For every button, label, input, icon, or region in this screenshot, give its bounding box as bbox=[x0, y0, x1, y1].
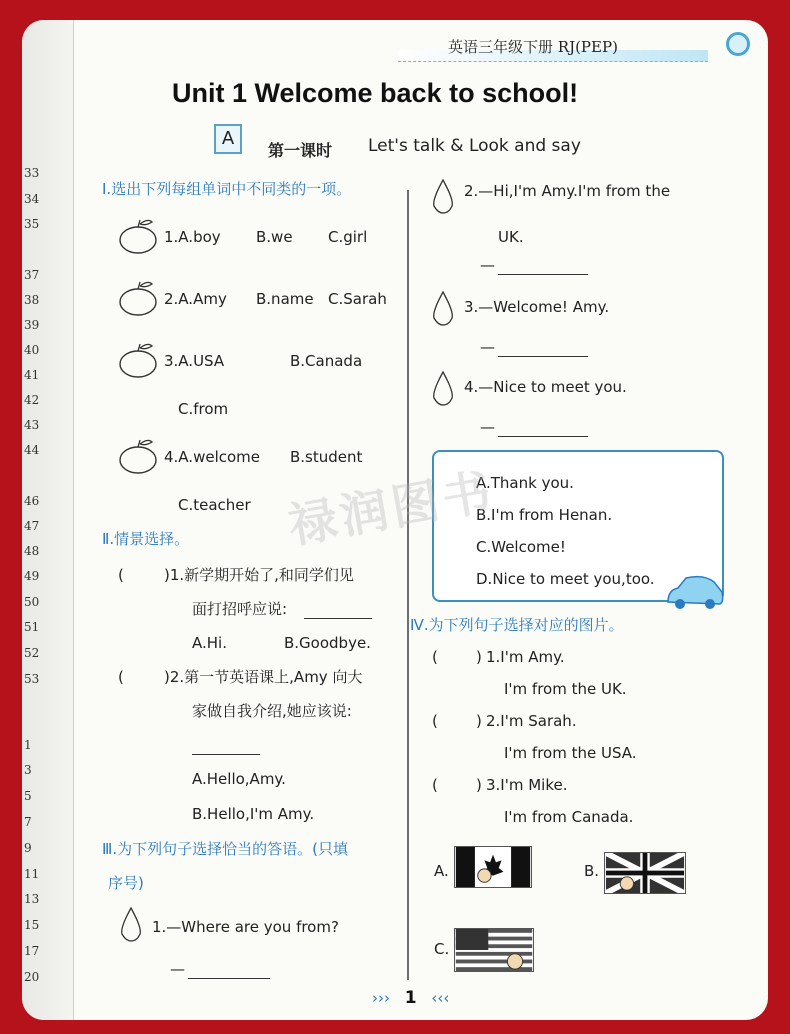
header-subject: 英语三年级下册 RJ(PEP) bbox=[448, 38, 618, 56]
s3-q1-text: 1.—Where are you from? bbox=[152, 918, 339, 936]
gutter-number: 34 bbox=[24, 192, 40, 206]
gutter-index bbox=[22, 20, 74, 1020]
answer-blank[interactable] bbox=[498, 436, 588, 437]
q1-option-a: 1.A.boy bbox=[164, 228, 221, 246]
gutter-number: 3 bbox=[24, 763, 32, 777]
gutter-number: 38 bbox=[24, 293, 40, 307]
q3-option-c: C.from bbox=[178, 400, 229, 418]
picture-a-label: A. bbox=[434, 862, 449, 880]
gutter-number: 43 bbox=[24, 418, 40, 432]
answer-paren: ( bbox=[118, 668, 124, 686]
s2-q1-line2: 面打招呼应说: bbox=[192, 600, 288, 618]
drop-icon bbox=[118, 906, 144, 942]
s2-q2-text: )2.第一节英语课上,Amy 向大 bbox=[164, 668, 363, 686]
answer-blank[interactable] bbox=[304, 618, 372, 619]
gutter-number: 50 bbox=[24, 595, 40, 609]
car-icon bbox=[664, 572, 726, 612]
q2-option-b: B.name bbox=[256, 290, 314, 308]
s2-q2-option-b: B.Hello,I'm Amy. bbox=[192, 805, 315, 823]
s2-q1-text: )1.新学期开始了,和同学们见 bbox=[164, 566, 354, 584]
s4-q1-text: 1.I'm Amy. bbox=[486, 648, 565, 666]
gutter-number: 9 bbox=[24, 841, 32, 855]
s3-q1-dash: — bbox=[170, 960, 185, 978]
gutter-number: 48 bbox=[24, 544, 40, 558]
option-d: D.Nice to meet you,too. bbox=[476, 570, 655, 588]
footer-left-arrows: ››› bbox=[372, 989, 390, 1007]
apple-icon bbox=[118, 218, 158, 254]
gutter-number: 47 bbox=[24, 519, 40, 533]
gutter-number: 11 bbox=[24, 867, 40, 881]
answer-paren: ( bbox=[432, 712, 438, 730]
gutter-number: 39 bbox=[24, 318, 40, 332]
q2-option-c: C.Sarah bbox=[328, 290, 387, 308]
picture-c-label: C. bbox=[434, 940, 450, 958]
q2-option-a: 2.A.Amy bbox=[164, 290, 227, 308]
gutter-number: 52 bbox=[24, 646, 40, 660]
gutter-number: 49 bbox=[24, 569, 40, 583]
s4-q2-text: 2.I'm Sarah. bbox=[486, 712, 577, 730]
section1-heading: Ⅰ.选出下列每组单词中不同类的一项。 bbox=[102, 180, 352, 198]
option-a: A.Thank you. bbox=[476, 474, 574, 492]
uk-flag-picture bbox=[604, 852, 686, 894]
answer-paren: ( bbox=[432, 776, 438, 794]
section3-heading: Ⅲ.为下列句子选择恰当的答语。(只填 bbox=[102, 840, 348, 858]
page-header bbox=[398, 36, 728, 62]
magnifier-icon bbox=[726, 32, 750, 56]
s3-q2-cont: UK. bbox=[498, 228, 524, 246]
gutter-number: 7 bbox=[24, 815, 32, 829]
page-number: 1 bbox=[404, 988, 417, 1008]
apple-icon bbox=[118, 438, 158, 474]
unit-title: Unit 1 Welcome back to school! bbox=[172, 78, 579, 108]
s3-q4-dash: — bbox=[480, 418, 495, 436]
canada-flag-picture bbox=[454, 846, 532, 888]
footer-right-arrows: ‹‹‹ bbox=[431, 989, 450, 1007]
s4-q2-close: ) bbox=[476, 712, 482, 730]
q3-option-a: 3.A.USA bbox=[164, 352, 225, 370]
s3-q2-text: 2.—Hi,I'm Amy.I'm from the bbox=[464, 182, 671, 200]
gutter-number: 46 bbox=[24, 494, 40, 508]
watermark: 禄润图书 bbox=[284, 463, 500, 555]
s3-q4-text: 4.—Nice to meet you. bbox=[464, 378, 627, 396]
q3-option-b: B.Canada bbox=[290, 352, 363, 370]
lesson-part-label: A bbox=[214, 124, 242, 154]
s3-q3-dash: — bbox=[480, 338, 495, 356]
gutter-number: 33 bbox=[24, 166, 40, 180]
picture-b-label: B. bbox=[584, 862, 600, 880]
lesson-number: 第一课时 bbox=[268, 141, 333, 160]
q1-option-c: C.girl bbox=[328, 228, 368, 246]
q4-option-c: C.teacher bbox=[178, 496, 251, 514]
q4-option-b: B.student bbox=[290, 448, 363, 466]
answer-paren: ( bbox=[432, 648, 438, 666]
option-b: B.I'm from Henan. bbox=[476, 506, 613, 524]
s4-q3-text: 3.I'm Mike. bbox=[486, 776, 568, 794]
s4-q1-cont: I'm from the UK. bbox=[504, 680, 627, 698]
column-divider bbox=[407, 190, 409, 980]
gutter-number: 40 bbox=[24, 343, 40, 357]
answer-blank[interactable] bbox=[192, 754, 260, 755]
apple-icon bbox=[118, 342, 158, 378]
answer-blank[interactable] bbox=[188, 978, 270, 979]
s4-q3-close: ) bbox=[476, 776, 482, 794]
gutter-number: 5 bbox=[24, 789, 32, 803]
s2-q2-option-a: A.Hello,Amy. bbox=[192, 770, 286, 788]
s4-q1-close: ) bbox=[476, 648, 482, 666]
gutter-number: 20 bbox=[24, 970, 40, 984]
gutter-number: 1 bbox=[24, 738, 32, 752]
gutter-number: 42 bbox=[24, 393, 40, 407]
gutter-number: 51 bbox=[24, 620, 40, 634]
page-footer bbox=[372, 988, 449, 1008]
drop-icon bbox=[430, 290, 456, 326]
answer-paren: ( bbox=[118, 566, 124, 584]
section3-heading-cont: 序号) bbox=[108, 874, 144, 892]
usa-flag-picture bbox=[454, 928, 534, 972]
gutter-number: 53 bbox=[24, 672, 40, 686]
gutter-number: 35 bbox=[24, 217, 40, 231]
gutter-number: 17 bbox=[24, 944, 40, 958]
answer-blank[interactable] bbox=[498, 274, 588, 275]
s2-q2-line2: 家做自我介绍,她应该说: bbox=[192, 702, 352, 720]
s4-q2-cont: I'm from the USA. bbox=[504, 744, 637, 762]
drop-icon bbox=[430, 178, 456, 214]
option-c: C.Welcome! bbox=[476, 538, 566, 556]
apple-icon bbox=[118, 280, 158, 316]
gutter-number: 41 bbox=[24, 368, 40, 382]
q1-option-b: B.we bbox=[256, 228, 293, 246]
s3-q2-dash: — bbox=[480, 256, 495, 274]
q4-option-a: 4.A.welcome bbox=[164, 448, 261, 466]
section2-heading: Ⅱ.情景选择。 bbox=[102, 530, 190, 548]
lesson-topic: Let's talk & Look and say bbox=[368, 136, 581, 156]
gutter-number: 44 bbox=[24, 443, 40, 457]
answer-blank[interactable] bbox=[498, 356, 588, 357]
s2-q1-option-b: B.Goodbye. bbox=[284, 634, 371, 652]
s4-q3-cont: I'm from Canada. bbox=[504, 808, 634, 826]
s2-q1-option-a: A.Hi. bbox=[192, 634, 227, 652]
gutter-number: 13 bbox=[24, 892, 40, 906]
s3-q3-text: 3.—Welcome! Amy. bbox=[464, 298, 610, 316]
gutter-number: 37 bbox=[24, 268, 40, 282]
section4-heading: Ⅳ.为下列句子选择对应的图片。 bbox=[410, 616, 624, 634]
drop-icon bbox=[430, 370, 456, 406]
workbook-page bbox=[22, 20, 768, 1020]
gutter-number: 15 bbox=[24, 918, 40, 932]
